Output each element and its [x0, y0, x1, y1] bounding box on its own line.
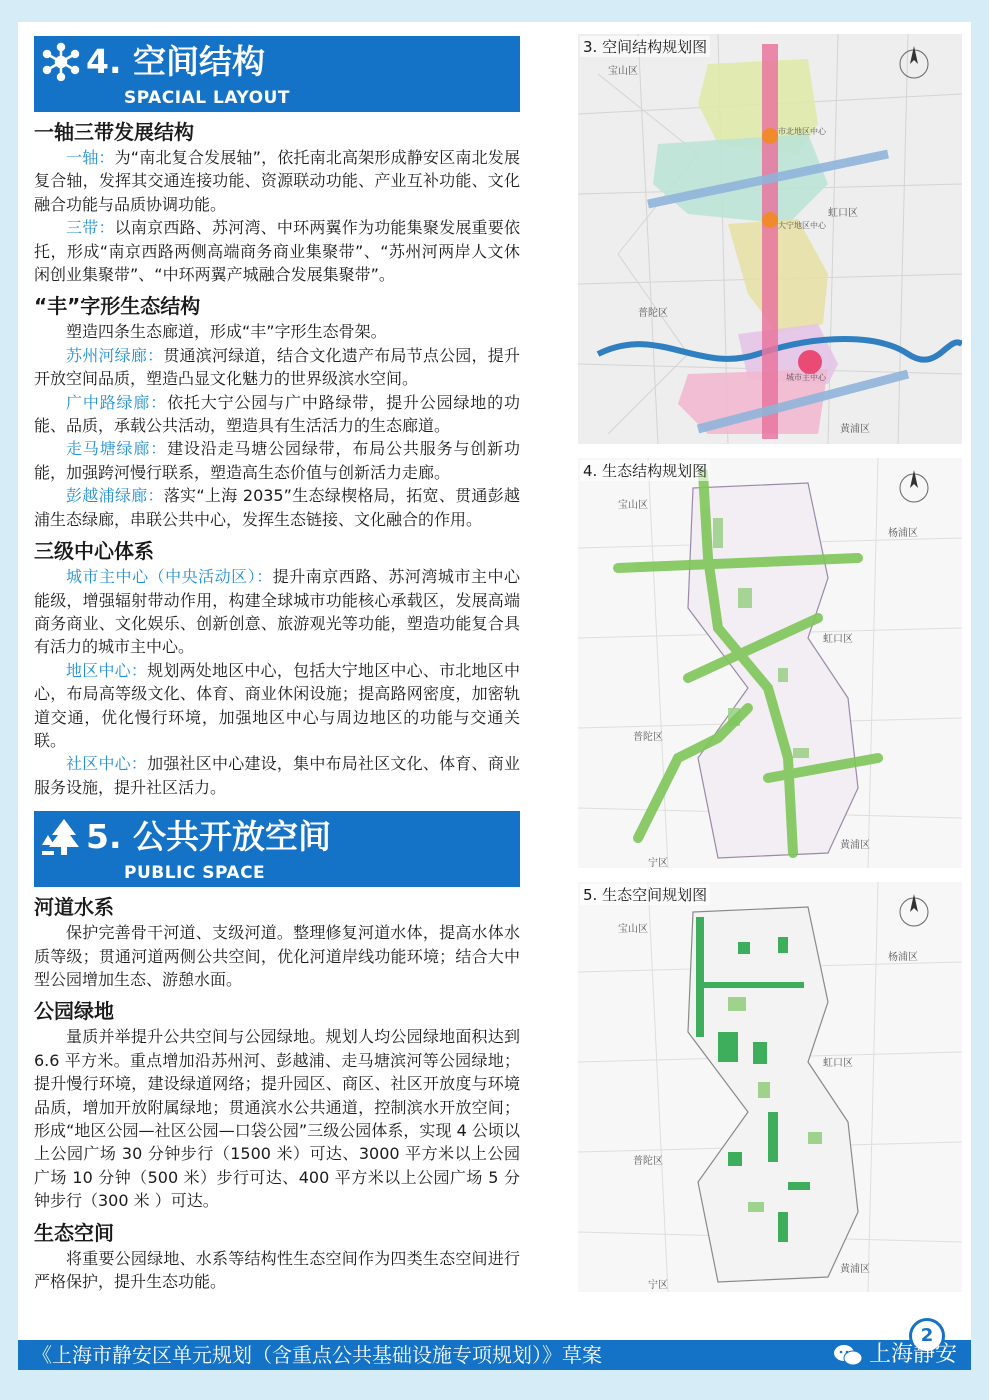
spatial-structure-map-graphic	[578, 34, 962, 444]
publisher-logo	[833, 1342, 957, 1368]
paragraph: 将重要公园绿地、水系等结构性生态空间作为四类生态空间进行严格保护，提升生态功能。	[34, 1248, 520, 1292]
paragraph-text: 加强社区中心建设，集中布局社区文化、体育、商业服务设施，提升社区活力。	[34, 754, 520, 797]
term-label: 走马塘绿廊：	[66, 439, 168, 459]
paragraph: 保护完善骨干河道、支级河道。整理修复河道水体，提高水体水质等级；贯通河道两侧公共空间，优化河道岸线功能环境；结合大中型公园增加生态、游憩水面。	[34, 923, 520, 989]
tree-icon	[40, 817, 82, 857]
map-label: 杨浦区	[888, 952, 918, 963]
term-label: 一轴：	[66, 148, 115, 167]
paragraph: 塑造四条生态廊道，形成“丰”字形生态骨架。	[66, 322, 387, 342]
ecological-structure-map	[578, 458, 962, 868]
heading-center-system: 三级中心体系	[34, 539, 154, 564]
map-label: 宝山区	[618, 924, 648, 935]
map-label: 宁区	[648, 1280, 668, 1291]
paragraph-text: 以南京西路、苏河湾、中环两翼作为功能集聚发展重要依托，形成“南京西路两侧高端商务商业集聚带”、“苏州河两岸人文休闲创业集聚带”、“中环两翼产城融合发展集聚带”。	[34, 218, 520, 285]
map-label: 普陀区	[633, 732, 663, 743]
paragraph-text: 依托大宁公园与广中路绿带，提升公园绿地的功能、品质，承载公共活动，塑造具有生活活力的生态廊道。	[34, 392, 520, 436]
paragraph-text: 贯通滨河绿道，结合文化遗产布局节点公园，提升开放空间品质，塑造凸显文化魅力的世界级滨水空间。	[34, 345, 520, 389]
map-title: 4. 生态结构规划图	[580, 460, 710, 481]
section-4-title: 4. 空间结构	[86, 42, 265, 81]
map-label: 宝山区	[608, 66, 638, 77]
section-4-subtitle: SPACIAL LAYOUT	[124, 88, 290, 108]
paragraph	[34, 146, 520, 216]
text-column	[34, 36, 520, 1293]
map-title: 5. 生态空间规划图	[580, 884, 710, 905]
term-label: 社区中心：	[66, 754, 148, 774]
map-label: 虹口区	[823, 1058, 853, 1069]
heading-parks: 公园绿地	[34, 999, 114, 1024]
section-5-subtitle: PUBLIC SPACE	[124, 863, 266, 884]
paragraph	[34, 484, 520, 531]
heading-axis-structure: 一轴三带发展结构	[34, 120, 194, 144]
map-label: 虹口区	[823, 634, 853, 645]
section-4-banner	[34, 36, 520, 112]
map-label: 黄浦区	[840, 840, 870, 851]
map-label: 普陀区	[633, 1156, 663, 1167]
wechat-icon	[833, 1343, 863, 1367]
paragraph-text: 规划两处地区中心，包括大宁地区中心、市北地区中心，布局高等级文化、体育、商业休闲设施；提高路网密度，加密轨道交通，优化慢行环境，加强地区中心与周边地区的功能与交通关联。	[34, 660, 520, 750]
spatial-structure-map	[578, 34, 962, 444]
map-label: 虹口区	[828, 208, 858, 219]
map-label: 大宁地区中心	[778, 221, 826, 230]
term-label: 广中路绿廊：	[66, 392, 168, 412]
map-label: 杨浦区	[888, 528, 918, 539]
section-5-banner	[34, 811, 520, 887]
paragraph	[34, 659, 520, 753]
ecological-structure-map-graphic	[578, 458, 962, 868]
section-5-title: 5. 公共开放空间	[86, 817, 331, 857]
ecological-space-map-graphic	[578, 882, 962, 1292]
paragraph	[34, 565, 520, 659]
heading-eco-space: 生态空间	[34, 1220, 114, 1245]
map-label: 城市主中心	[786, 373, 826, 382]
map-label: 宁区	[648, 858, 668, 868]
term-label: 地区中心：	[66, 660, 148, 680]
document-title: 《上海市静安区单元规划（含重点公共基础设施专项规划）》草案	[32, 1343, 602, 1367]
term-label: 三带：	[66, 218, 115, 238]
map-label: 宝山区	[618, 500, 648, 511]
map-label: 普陀区	[638, 308, 668, 319]
publisher-name: 上海静安	[868, 1342, 957, 1367]
heading-eco-structure: “丰”字形生态结构	[34, 294, 201, 319]
center-marker	[762, 128, 778, 144]
paragraph	[34, 391, 520, 438]
paragraph: 量质并举提升公共空间与公园绿地。规划人均公园绿地面积达到 6.6 平方米。重点增加沿苏州河、彭越浦、走马塘滨河等公园绿地；提升慢行环境，建设绿道网络；提升园区、商区、社区开放度与环境品质，增加开放附属绿地；贯通滨水公共通道，控制滨水开放空间；形成“地区公园—社区公园—口袋公园”三级公园体系，实现 4 公顷以上公园广场 30 分钟步行（1500 米）可达、3000 平方米以上公园广场 10 分钟（500 米）步行可达、400 平方米以上公园广场 5 分钟步行（300 米 ）可达。	[34, 1027, 520, 1211]
paragraph-text: 建设沿走马塘公园绿带，布局公共服务与创新功能，加强跨河慢行联系，塑造高生态价值与创新活力走廊。	[34, 439, 520, 482]
footer-bar	[18, 1325, 971, 1370]
paragraph-text: 提升南京西路、苏河湾城市主中心能级，增强辐射带动作用，构建全球城市功能核心承载区，发展高端商务商业、文化娱乐、创新创意、旅游观光等功能，塑造功能复合具有活力的城市主中心。	[34, 567, 520, 657]
network-icon	[40, 42, 82, 82]
term-label: 城市主中心（中央活动区）：	[66, 567, 273, 587]
map-label: 黄浦区	[840, 1264, 870, 1275]
paragraph	[34, 437, 520, 484]
map-column	[578, 34, 962, 1306]
center-marker	[798, 350, 822, 374]
heading-waterways: 河道水系	[34, 895, 114, 920]
ecological-space-map	[578, 882, 962, 1292]
paragraph-text: 落实“上海 2035”生态绿楔格局，拓宽、贯通彭越浦生态绿廊，串联公共中心，发挥生态链接、文化融合的作用。	[34, 486, 520, 529]
term-label: 彭越浦绿廊：	[66, 486, 164, 506]
map-label: 黄浦区	[840, 424, 870, 435]
page-number: 2	[909, 1318, 945, 1354]
paragraph	[34, 752, 520, 799]
paragraph	[34, 344, 520, 391]
term-label: 苏州河绿廊：	[66, 345, 164, 365]
page-sheet	[18, 22, 971, 1340]
map-label: 市北地区中心	[778, 127, 826, 136]
paragraph-text: 为“南北复合发展轴”，依托南北高架形成静安区南北发展复合轴，发挥其交通连接功能、资源联动功能、产业互补功能、文化融合功能与品质协调功能。	[34, 148, 520, 214]
paragraph	[34, 216, 520, 286]
map-title: 3. 空间结构规划图	[580, 36, 710, 57]
center-marker	[762, 212, 778, 228]
